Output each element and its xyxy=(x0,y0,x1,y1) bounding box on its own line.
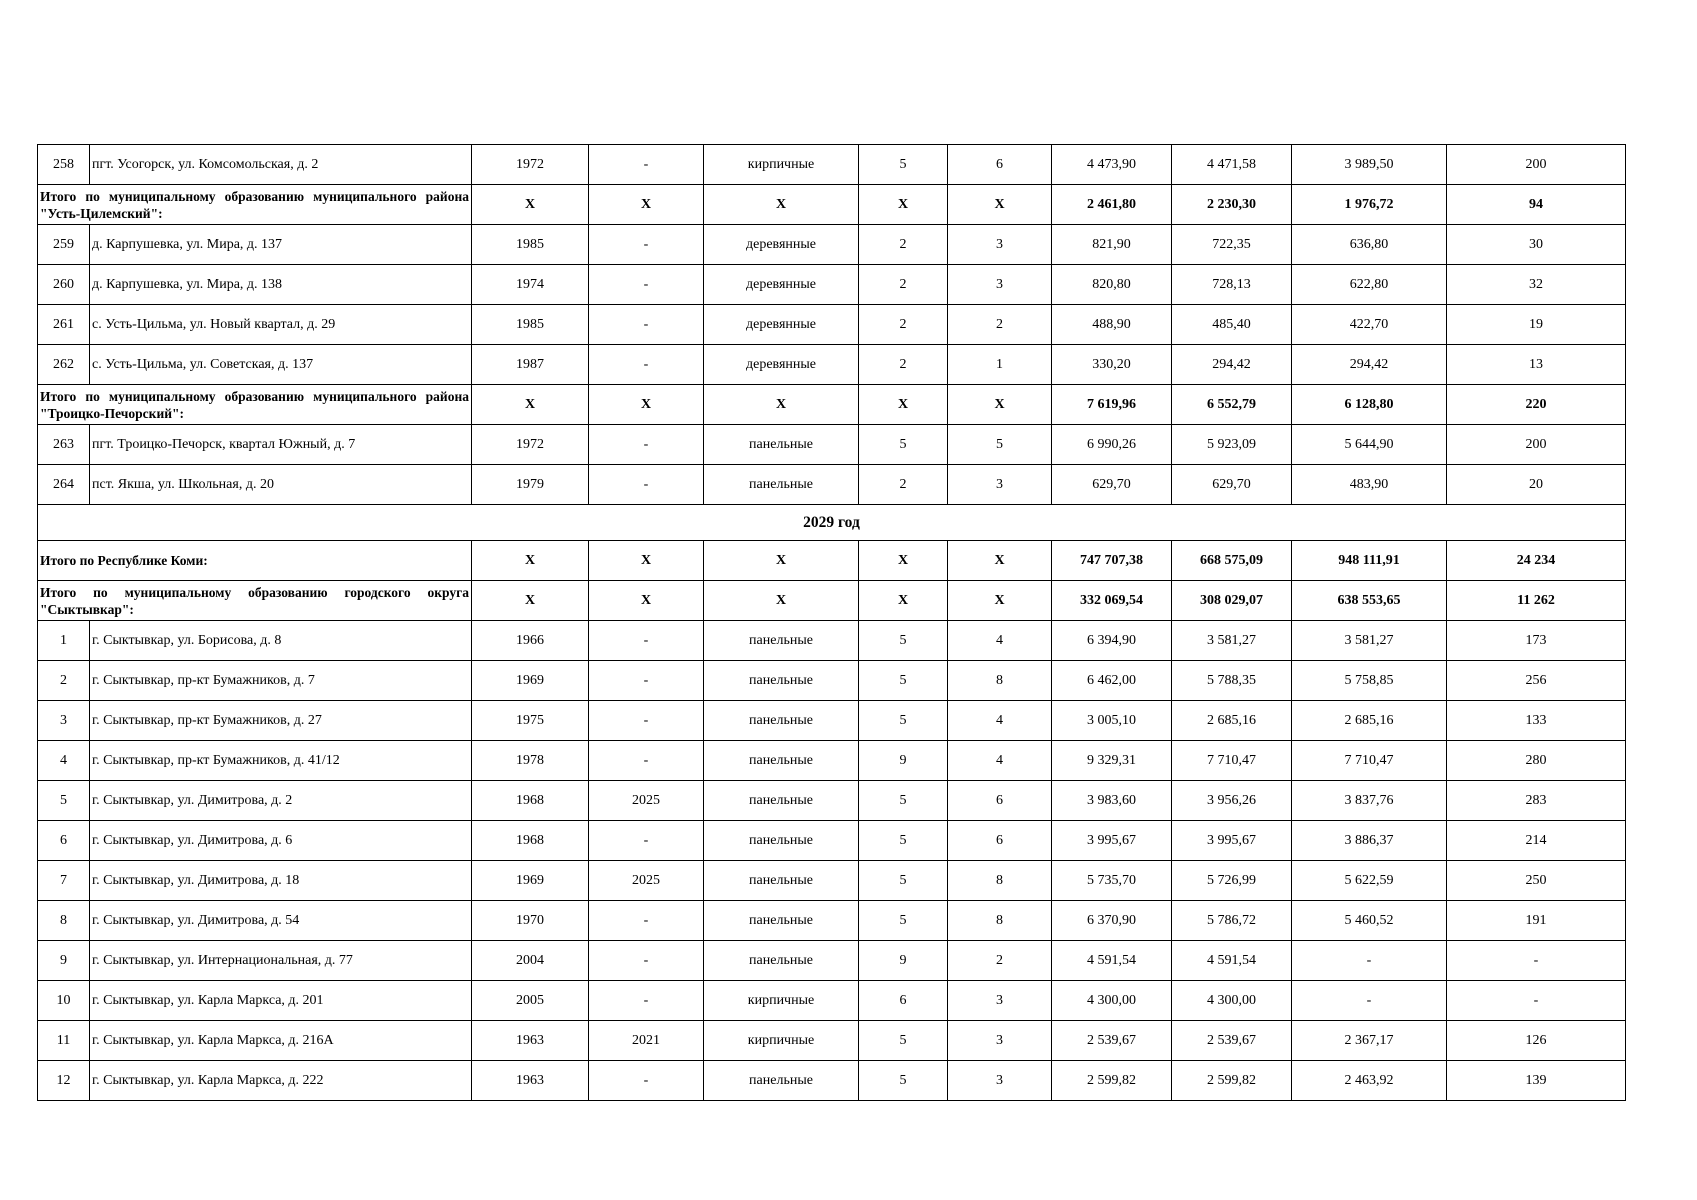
cell-area-total: 488,90 xyxy=(1052,305,1172,345)
cell-residents: 283 xyxy=(1447,781,1626,821)
cell-area-residential: 629,70 xyxy=(1172,465,1292,505)
cell-entrances: 6 xyxy=(948,781,1052,821)
cell-floors: 5 xyxy=(859,145,948,185)
table-row xyxy=(38,621,1626,661)
cell-x4: X xyxy=(859,185,948,225)
cell-x1: X xyxy=(472,385,589,425)
cell-address: г. Сыктывкар, ул. Димитрова, д. 6 xyxy=(90,821,472,861)
cell-area-private: 948 111,91 xyxy=(1292,541,1447,581)
cell-repair: - xyxy=(589,701,704,741)
table-row xyxy=(38,225,1626,265)
table-row xyxy=(38,345,1626,385)
cell-entrances: 4 xyxy=(948,741,1052,781)
cell-address: пгт. Усогорск, ул. Комсомольская, д. 2 xyxy=(90,145,472,185)
cell-residents: 19 xyxy=(1447,305,1626,345)
cell-year: 1968 xyxy=(472,821,589,861)
cell-year: 2004 xyxy=(472,941,589,981)
cell-area-total: 6 990,26 xyxy=(1052,425,1172,465)
cell-floors: 5 xyxy=(859,621,948,661)
cell-entrances: 2 xyxy=(948,305,1052,345)
cell-entrances: 8 xyxy=(948,661,1052,701)
cell-entrances: 3 xyxy=(948,981,1052,1021)
cell-material: панельные xyxy=(704,465,859,505)
cell-area-private: 5 758,85 xyxy=(1292,661,1447,701)
cell-x4: X xyxy=(859,385,948,425)
cell-address: г. Сыктывкар, пр-кт Бумажников, д. 27 xyxy=(90,701,472,741)
cell-x4: X xyxy=(859,581,948,621)
cell-material: панельные xyxy=(704,661,859,701)
cell-area-total: 3 983,60 xyxy=(1052,781,1172,821)
cell-area-total: 3 005,10 xyxy=(1052,701,1172,741)
cell-address: г. Сыктывкар, ул. Димитрова, д. 54 xyxy=(90,901,472,941)
cell-area-residential: 4 300,00 xyxy=(1172,981,1292,1021)
cell-n: 12 xyxy=(38,1061,90,1101)
cell-repair: - xyxy=(589,621,704,661)
cell-repair: - xyxy=(589,981,704,1021)
cell-floors: 2 xyxy=(859,265,948,305)
cell-material: панельные xyxy=(704,861,859,901)
subtotal-row xyxy=(38,581,1626,621)
cell-x3: X xyxy=(704,581,859,621)
cell-material: деревянные xyxy=(704,265,859,305)
cell-address: г. Сыктывкар, ул. Димитрова, д. 2 xyxy=(90,781,472,821)
cell-address: г. Сыктывкар, ул. Карла Маркса, д. 222 xyxy=(90,1061,472,1101)
cell-area-private: 3 989,50 xyxy=(1292,145,1447,185)
cell-residents: 13 xyxy=(1447,345,1626,385)
cell-floors: 9 xyxy=(859,741,948,781)
cell-residents: 11 262 xyxy=(1447,581,1626,621)
table-row xyxy=(38,981,1626,1021)
cell-entrances: 8 xyxy=(948,901,1052,941)
subtotal-label: Итого по муниципальному образованию городского округа "Сыктывкар": xyxy=(38,581,472,621)
cell-n: 258 xyxy=(38,145,90,185)
cell-address: с. Усть-Цильма, ул. Новый квартал, д. 29 xyxy=(90,305,472,345)
cell-area-total: 6 462,00 xyxy=(1052,661,1172,701)
cell-floors: 5 xyxy=(859,901,948,941)
cell-entrances: 3 xyxy=(948,1061,1052,1101)
cell-n: 5 xyxy=(38,781,90,821)
table-row xyxy=(38,661,1626,701)
cell-area-residential: 2 539,67 xyxy=(1172,1021,1292,1061)
cell-year: 1970 xyxy=(472,901,589,941)
cell-area-residential: 5 726,99 xyxy=(1172,861,1292,901)
cell-address: г. Сыктывкар, пр-кт Бумажников, д. 7 xyxy=(90,661,472,701)
cell-address: с. Усть-Цильма, ул. Советская, д. 137 xyxy=(90,345,472,385)
cell-year: 1963 xyxy=(472,1061,589,1101)
cell-n: 6 xyxy=(38,821,90,861)
cell-floors: 6 xyxy=(859,981,948,1021)
cell-floors: 2 xyxy=(859,345,948,385)
cell-area-residential: 2 230,30 xyxy=(1172,185,1292,225)
cell-area-private: 5 622,59 xyxy=(1292,861,1447,901)
cell-entrances: 3 xyxy=(948,225,1052,265)
cell-entrances: 5 xyxy=(948,425,1052,465)
cell-repair: - xyxy=(589,425,704,465)
cell-year: 1985 xyxy=(472,225,589,265)
cell-x2: X xyxy=(589,541,704,581)
cell-material: панельные xyxy=(704,701,859,741)
cell-area-private: 294,42 xyxy=(1292,345,1447,385)
cell-year: 1972 xyxy=(472,145,589,185)
table-row xyxy=(38,741,1626,781)
cell-n: 264 xyxy=(38,465,90,505)
cell-address: пгт. Троицко-Печорск, квартал Южный, д. 7 xyxy=(90,425,472,465)
cell-area-residential: 485,40 xyxy=(1172,305,1292,345)
cell-entrances: 6 xyxy=(948,821,1052,861)
housing-register-table xyxy=(37,144,1626,1101)
cell-n: 9 xyxy=(38,941,90,981)
table-row xyxy=(38,701,1626,741)
subtotal-row xyxy=(38,385,1626,425)
cell-area-total: 332 069,54 xyxy=(1052,581,1172,621)
cell-floors: 5 xyxy=(859,781,948,821)
cell-area-residential: 7 710,47 xyxy=(1172,741,1292,781)
cell-n: 4 xyxy=(38,741,90,781)
cell-area-residential: 4 471,58 xyxy=(1172,145,1292,185)
cell-residents: 94 xyxy=(1447,185,1626,225)
cell-address: г. Сыктывкар, ул. Карла Маркса, д. 216А xyxy=(90,1021,472,1061)
cell-address: д. Карпушевка, ул. Мира, д. 138 xyxy=(90,265,472,305)
subtotal-label: Итого по муниципальному образованию муниципального района "Троицко-Печорский": xyxy=(38,385,472,425)
cell-residents: - xyxy=(1447,981,1626,1021)
cell-n: 260 xyxy=(38,265,90,305)
cell-floors: 5 xyxy=(859,1021,948,1061)
subtotal-label: Итого по Республике Коми: xyxy=(38,541,472,581)
cell-area-residential: 294,42 xyxy=(1172,345,1292,385)
cell-entrances: 6 xyxy=(948,145,1052,185)
cell-area-total: 7 619,96 xyxy=(1052,385,1172,425)
cell-area-private: 422,70 xyxy=(1292,305,1447,345)
cell-entrances: 1 xyxy=(948,345,1052,385)
cell-residents: 20 xyxy=(1447,465,1626,505)
cell-x3: X xyxy=(704,385,859,425)
cell-material: панельные xyxy=(704,941,859,981)
cell-repair: - xyxy=(589,305,704,345)
cell-repair: 2025 xyxy=(589,781,704,821)
table-row xyxy=(38,425,1626,465)
cell-year: 1985 xyxy=(472,305,589,345)
cell-residents: 133 xyxy=(1447,701,1626,741)
cell-floors: 2 xyxy=(859,305,948,345)
cell-area-total: 5 735,70 xyxy=(1052,861,1172,901)
cell-area-total: 2 539,67 xyxy=(1052,1021,1172,1061)
cell-year: 1987 xyxy=(472,345,589,385)
cell-area-residential: 2 685,16 xyxy=(1172,701,1292,741)
cell-x5: X xyxy=(948,581,1052,621)
cell-year: 1975 xyxy=(472,701,589,741)
table-row xyxy=(38,265,1626,305)
cell-address: г. Сыктывкар, ул. Димитрова, д. 18 xyxy=(90,861,472,901)
cell-floors: 5 xyxy=(859,425,948,465)
cell-entrances: 4 xyxy=(948,701,1052,741)
cell-n: 1 xyxy=(38,621,90,661)
cell-area-total: 2 599,82 xyxy=(1052,1061,1172,1101)
cell-entrances: 2 xyxy=(948,941,1052,981)
cell-area-total: 629,70 xyxy=(1052,465,1172,505)
cell-year: 1978 xyxy=(472,741,589,781)
cell-area-private: 6 128,80 xyxy=(1292,385,1447,425)
cell-x1: X xyxy=(472,541,589,581)
cell-address: г. Сыктывкар, ул. Интернациональная, д. 77 xyxy=(90,941,472,981)
cell-material: кирпичные xyxy=(704,981,859,1021)
cell-entrances: 8 xyxy=(948,861,1052,901)
cell-area-total: 6 394,90 xyxy=(1052,621,1172,661)
cell-address: пст. Якша, ул. Школьная, д. 20 xyxy=(90,465,472,505)
cell-residents: 126 xyxy=(1447,1021,1626,1061)
table-row xyxy=(38,941,1626,981)
cell-area-total: 3 995,67 xyxy=(1052,821,1172,861)
cell-area-total: 330,20 xyxy=(1052,345,1172,385)
cell-area-residential: 5 788,35 xyxy=(1172,661,1292,701)
subtotal-row xyxy=(38,541,1626,581)
cell-residents: 200 xyxy=(1447,145,1626,185)
cell-area-total: 2 461,80 xyxy=(1052,185,1172,225)
cell-x1: X xyxy=(472,185,589,225)
cell-n: 2 xyxy=(38,661,90,701)
cell-area-private: 1 976,72 xyxy=(1292,185,1447,225)
cell-residents: 200 xyxy=(1447,425,1626,465)
cell-material: панельные xyxy=(704,621,859,661)
cell-x1: X xyxy=(472,581,589,621)
cell-repair: - xyxy=(589,741,704,781)
cell-material: панельные xyxy=(704,425,859,465)
cell-repair: - xyxy=(589,345,704,385)
cell-material: кирпичные xyxy=(704,145,859,185)
cell-residents: 30 xyxy=(1447,225,1626,265)
cell-n: 259 xyxy=(38,225,90,265)
cell-area-total: 4 591,54 xyxy=(1052,941,1172,981)
cell-repair: - xyxy=(589,661,704,701)
cell-address: г. Сыктывкар, пр-кт Бумажников, д. 41/12 xyxy=(90,741,472,781)
cell-area-residential: 2 599,82 xyxy=(1172,1061,1292,1101)
cell-repair: - xyxy=(589,821,704,861)
cell-repair: 2021 xyxy=(589,1021,704,1061)
cell-area-residential: 728,13 xyxy=(1172,265,1292,305)
cell-x2: X xyxy=(589,581,704,621)
cell-area-private: 2 463,92 xyxy=(1292,1061,1447,1101)
table-row xyxy=(38,1061,1626,1101)
cell-address: д. Карпушевка, ул. Мира, д. 137 xyxy=(90,225,472,265)
cell-year: 1972 xyxy=(472,425,589,465)
cell-residents: 191 xyxy=(1447,901,1626,941)
cell-area-residential: 308 029,07 xyxy=(1172,581,1292,621)
table-row xyxy=(38,821,1626,861)
cell-floors: 9 xyxy=(859,941,948,981)
cell-residents: 280 xyxy=(1447,741,1626,781)
cell-residents: 24 234 xyxy=(1447,541,1626,581)
cell-floors: 5 xyxy=(859,861,948,901)
cell-year: 1969 xyxy=(472,861,589,901)
cell-year: 2005 xyxy=(472,981,589,1021)
cell-residents: 32 xyxy=(1447,265,1626,305)
cell-area-total: 4 300,00 xyxy=(1052,981,1172,1021)
table-row xyxy=(38,465,1626,505)
cell-area-private: 5 644,90 xyxy=(1292,425,1447,465)
cell-area-residential: 4 591,54 xyxy=(1172,941,1292,981)
cell-residents: 139 xyxy=(1447,1061,1626,1101)
cell-area-residential: 668 575,09 xyxy=(1172,541,1292,581)
cell-floors: 5 xyxy=(859,821,948,861)
cell-n: 263 xyxy=(38,425,90,465)
cell-area-total: 821,90 xyxy=(1052,225,1172,265)
cell-area-private: 636,80 xyxy=(1292,225,1447,265)
cell-n: 8 xyxy=(38,901,90,941)
cell-area-private: 3 581,27 xyxy=(1292,621,1447,661)
cell-entrances: 3 xyxy=(948,265,1052,305)
cell-year: 1969 xyxy=(472,661,589,701)
cell-n: 7 xyxy=(38,861,90,901)
cell-repair: - xyxy=(589,941,704,981)
cell-material: панельные xyxy=(704,821,859,861)
cell-area-residential: 5 786,72 xyxy=(1172,901,1292,941)
cell-n: 10 xyxy=(38,981,90,1021)
cell-area-residential: 3 956,26 xyxy=(1172,781,1292,821)
cell-area-private: 3 886,37 xyxy=(1292,821,1447,861)
table-row xyxy=(38,781,1626,821)
cell-address: г. Сыктывкар, ул. Борисова, д. 8 xyxy=(90,621,472,661)
cell-residents: 214 xyxy=(1447,821,1626,861)
cell-residents: 256 xyxy=(1447,661,1626,701)
cell-year: 1968 xyxy=(472,781,589,821)
cell-material: панельные xyxy=(704,901,859,941)
cell-floors: 5 xyxy=(859,1061,948,1101)
cell-repair: - xyxy=(589,225,704,265)
cell-material: панельные xyxy=(704,781,859,821)
cell-floors: 5 xyxy=(859,701,948,741)
cell-year: 1966 xyxy=(472,621,589,661)
cell-area-private: - xyxy=(1292,941,1447,981)
cell-address: г. Сыктывкар, ул. Карла Маркса, д. 201 xyxy=(90,981,472,1021)
cell-x4: X xyxy=(859,541,948,581)
cell-x3: X xyxy=(704,185,859,225)
cell-year: 1963 xyxy=(472,1021,589,1061)
cell-repair: - xyxy=(589,901,704,941)
cell-area-residential: 3 995,67 xyxy=(1172,821,1292,861)
table-row xyxy=(38,861,1626,901)
cell-area-private: 5 460,52 xyxy=(1292,901,1447,941)
cell-area-total: 6 370,90 xyxy=(1052,901,1172,941)
cell-area-private: 7 710,47 xyxy=(1292,741,1447,781)
cell-repair: 2025 xyxy=(589,861,704,901)
cell-area-private: - xyxy=(1292,981,1447,1021)
cell-repair: - xyxy=(589,1061,704,1101)
cell-area-residential: 5 923,09 xyxy=(1172,425,1292,465)
cell-material: деревянные xyxy=(704,225,859,265)
cell-residents: - xyxy=(1447,941,1626,981)
year-header-row xyxy=(38,505,1626,541)
table-body xyxy=(38,145,1626,1101)
subtotal-label: Итого по муниципальному образованию муниципального района "Усть-Цилемский": xyxy=(38,185,472,225)
cell-area-residential: 3 581,27 xyxy=(1172,621,1292,661)
cell-x2: X xyxy=(589,185,704,225)
cell-x5: X xyxy=(948,541,1052,581)
cell-material: кирпичные xyxy=(704,1021,859,1061)
cell-area-residential: 722,35 xyxy=(1172,225,1292,265)
cell-residents: 220 xyxy=(1447,385,1626,425)
cell-year: 1974 xyxy=(472,265,589,305)
cell-material: деревянные xyxy=(704,345,859,385)
cell-n: 11 xyxy=(38,1021,90,1061)
cell-x3: X xyxy=(704,541,859,581)
cell-repair: - xyxy=(589,265,704,305)
cell-material: панельные xyxy=(704,1061,859,1101)
cell-area-private: 638 553,65 xyxy=(1292,581,1447,621)
table-row xyxy=(38,145,1626,185)
cell-area-private: 483,90 xyxy=(1292,465,1447,505)
cell-entrances: 4 xyxy=(948,621,1052,661)
cell-entrances: 3 xyxy=(948,1021,1052,1061)
table-row xyxy=(38,305,1626,345)
cell-residents: 173 xyxy=(1447,621,1626,661)
cell-area-private: 622,80 xyxy=(1292,265,1447,305)
cell-area-private: 3 837,76 xyxy=(1292,781,1447,821)
cell-residents: 250 xyxy=(1447,861,1626,901)
year-heading: 2029 год xyxy=(38,505,1626,541)
cell-x2: X xyxy=(589,385,704,425)
cell-year: 1979 xyxy=(472,465,589,505)
cell-area-private: 2 367,17 xyxy=(1292,1021,1447,1061)
cell-area-total: 4 473,90 xyxy=(1052,145,1172,185)
cell-material: деревянные xyxy=(704,305,859,345)
cell-area-total: 9 329,31 xyxy=(1052,741,1172,781)
cell-material: панельные xyxy=(704,741,859,781)
cell-floors: 2 xyxy=(859,225,948,265)
cell-entrances: 3 xyxy=(948,465,1052,505)
cell-x5: X xyxy=(948,385,1052,425)
cell-repair: - xyxy=(589,465,704,505)
table-row xyxy=(38,1021,1626,1061)
cell-repair: - xyxy=(589,145,704,185)
cell-area-residential: 6 552,79 xyxy=(1172,385,1292,425)
cell-n: 262 xyxy=(38,345,90,385)
cell-n: 3 xyxy=(38,701,90,741)
cell-area-total: 820,80 xyxy=(1052,265,1172,305)
cell-floors: 2 xyxy=(859,465,948,505)
table-row xyxy=(38,901,1626,941)
subtotal-row xyxy=(38,185,1626,225)
cell-n: 261 xyxy=(38,305,90,345)
cell-floors: 5 xyxy=(859,661,948,701)
cell-x5: X xyxy=(948,185,1052,225)
cell-area-private: 2 685,16 xyxy=(1292,701,1447,741)
cell-area-total: 747 707,38 xyxy=(1052,541,1172,581)
